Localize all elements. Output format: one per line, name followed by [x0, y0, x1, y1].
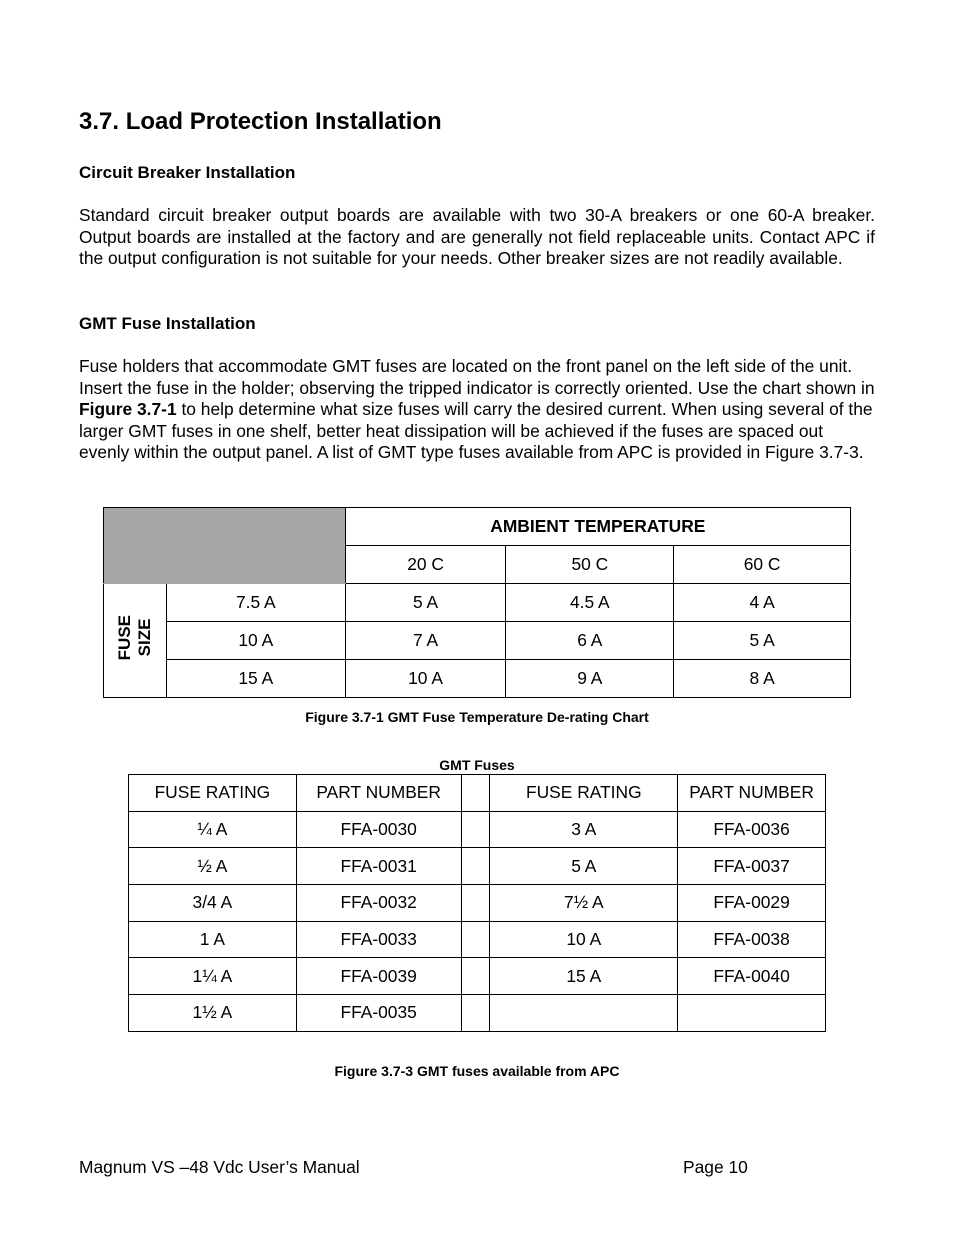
fuse-size-label: FUSE SIZE	[114, 615, 154, 661]
chart-cell: 5 A	[674, 622, 851, 660]
chart-header-row	[104, 508, 851, 546]
chart-cell: 6 A	[506, 622, 674, 660]
spacer-cell	[461, 921, 490, 958]
temp-header: 20 C	[345, 546, 506, 584]
part-number-cell: FFA-0030	[296, 811, 461, 848]
figure-reference: Figure 3.7-1	[79, 399, 177, 420]
breaker-paragraph: Standard circuit breaker output boards are available with two 30-A breakers or one 60-A breaker. Output boards are installed at the factory and are generally not field replaceable units. Contact APC if the output configuration is not suitable for your needs. Other breaker sizes are not readily available.	[79, 205, 875, 269]
breaker-heading: Circuit Breaker Installation	[79, 163, 296, 182]
fuse-rating-cell	[490, 995, 678, 1032]
part-number-cell: FFA-0039	[296, 958, 461, 995]
table-row	[129, 958, 826, 995]
part-number-cell: FFA-0035	[296, 995, 461, 1032]
spacer-cell	[461, 995, 490, 1032]
part-number-header: PART NUMBER	[296, 775, 461, 812]
part-number-cell: FFA-0031	[296, 848, 461, 885]
fuse-size-cell: 10 A	[166, 622, 345, 660]
chart-cell: 4 A	[674, 584, 851, 622]
chart-cell: 7 A	[345, 622, 506, 660]
chart-row	[104, 584, 851, 622]
chart-corner-cell	[104, 508, 346, 584]
spacer-cell	[461, 811, 490, 848]
fuse-rating-cell: ¼ A	[129, 811, 297, 848]
spacer-cell	[461, 958, 490, 995]
fuses-table-caption: Figure 3.7-3 GMT fuses available from APC	[334, 1063, 620, 1079]
part-number-cell: FFA-0029	[678, 885, 826, 922]
fuses-table-title: GMT Fuses	[439, 757, 515, 773]
fuse-rating-cell: 15 A	[490, 958, 678, 995]
fuse-rating-cell: ½ A	[129, 848, 297, 885]
spacer-cell	[461, 885, 490, 922]
chart-row	[104, 660, 851, 698]
temp-header: 60 C	[674, 546, 851, 584]
spacer-cell	[461, 775, 490, 812]
table-row	[129, 885, 826, 922]
fuse-rating-cell: 1¼ A	[129, 958, 297, 995]
fuses-header-row	[129, 775, 826, 812]
ambient-temperature-header: AMBIENT TEMPERATURE	[345, 508, 850, 546]
part-number-cell: FFA-0032	[296, 885, 461, 922]
part-number-cell: FFA-0040	[678, 958, 826, 995]
chart-cell: 10 A	[345, 660, 506, 698]
part-number-cell: FFA-0038	[678, 921, 826, 958]
chart-cell: 8 A	[674, 660, 851, 698]
gmt-fuses-table	[128, 774, 826, 1032]
chart-row	[104, 622, 851, 660]
chart-cell: 4.5 A	[506, 584, 674, 622]
fuse-rating-cell: 1½ A	[129, 995, 297, 1032]
part-number-header: PART NUMBER	[678, 775, 826, 812]
section-title: 3.7. Load Protection Installation	[79, 108, 442, 135]
part-number-cell	[678, 995, 826, 1032]
fuse-size-label-cell	[104, 584, 167, 698]
fuse-size-cell: 15 A	[166, 660, 345, 698]
fuse-rating-cell: 3/4 A	[129, 885, 297, 922]
part-number-cell: FFA-0036	[678, 811, 826, 848]
table-row	[129, 848, 826, 885]
table-row	[129, 811, 826, 848]
chart-cell: 9 A	[506, 660, 674, 698]
gmt-paragraph-part1: Fuse holders that accommodate GMT fuses are located on the front panel on the left side of the unit. Insert the fuse in the holder; observing the tripped indicator is correctly oriented. Use the chart shown in	[79, 356, 875, 398]
gmt-heading: GMT Fuse Installation	[79, 314, 256, 333]
fuse-rating-cell: 5 A	[490, 848, 678, 885]
fuse-rating-cell: 10 A	[490, 921, 678, 958]
gmt-paragraph	[79, 356, 875, 464]
part-number-cell: FFA-0037	[678, 848, 826, 885]
spacer-cell	[461, 848, 490, 885]
fuse-size-cell: 7.5 A	[166, 584, 345, 622]
fuse-rating-header: FUSE RATING	[129, 775, 297, 812]
fuse-rating-cell: 1 A	[129, 921, 297, 958]
derating-chart-caption: Figure 3.7-1 GMT Fuse Temperature De-rating Chart	[305, 709, 649, 725]
chart-cell: 5 A	[345, 584, 506, 622]
derating-chart	[103, 507, 851, 698]
table-row	[129, 995, 826, 1032]
footer-page-number: Page 10	[683, 1157, 748, 1177]
fuse-rating-cell: 3 A	[490, 811, 678, 848]
temp-header: 50 C	[506, 546, 674, 584]
fuse-rating-cell: 7½ A	[490, 885, 678, 922]
footer-manual-title: Magnum VS –48 Vdc User’s Manual	[79, 1157, 360, 1177]
part-number-cell: FFA-0033	[296, 921, 461, 958]
fuse-rating-header: FUSE RATING	[490, 775, 678, 812]
table-row	[129, 921, 826, 958]
gmt-paragraph-part2: to help determine what size fuses will carry the desired current. When using several of the larger GMT fuses in one shelf, better heat dissipation will be achieved if the fuses are spaced out evenly within the output panel. A list of GMT type fuses available from APC is provided in Figure 3.7-3.	[79, 399, 873, 463]
